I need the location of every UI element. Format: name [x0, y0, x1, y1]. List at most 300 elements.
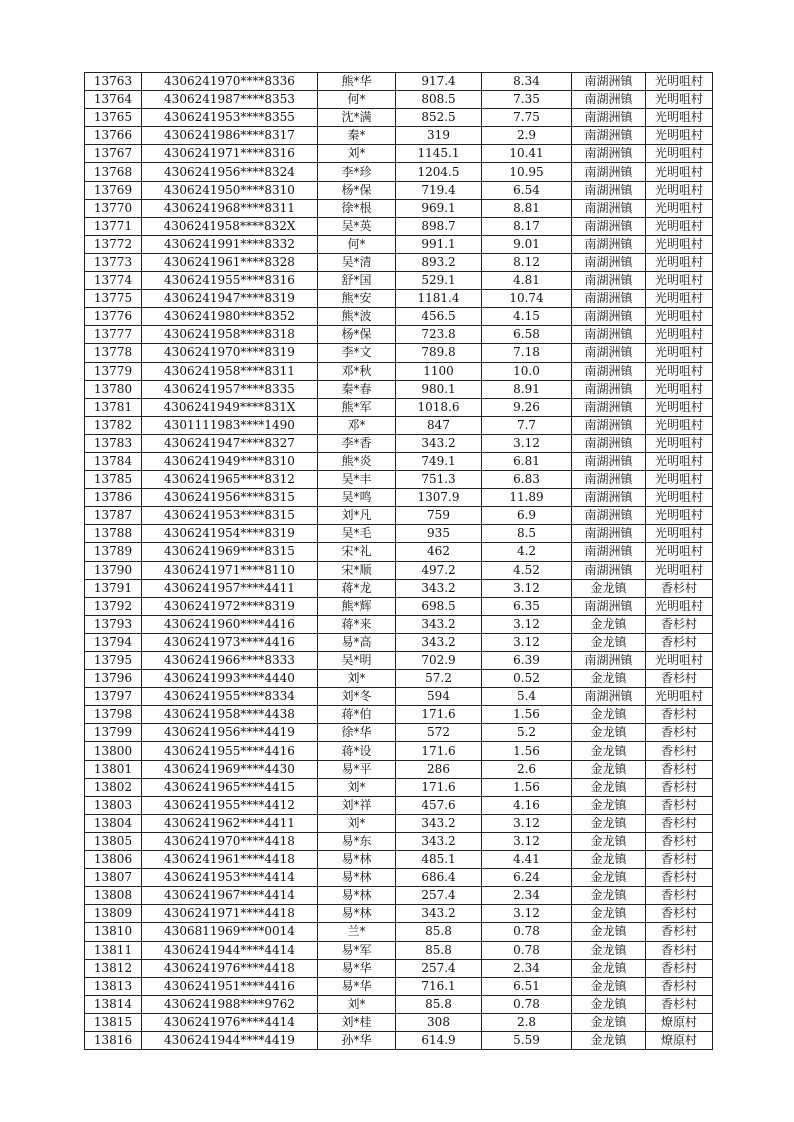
- serial-number-cell: 13809: [85, 905, 142, 923]
- area-cell: 5.59: [482, 1031, 572, 1049]
- id-number-cell: 4306241970****8336: [142, 73, 318, 91]
- name-cell: 易*高: [318, 633, 396, 651]
- id-number-cell: 4306241950****8310: [142, 181, 318, 199]
- name-cell: 蒋*来: [318, 615, 396, 633]
- village-cell: 香杉村: [646, 742, 713, 760]
- amount-cell: 572: [396, 724, 482, 742]
- town-cell: 金龙镇: [572, 923, 646, 941]
- town-cell: 南湖洲镇: [572, 652, 646, 670]
- table-row: [85, 887, 713, 905]
- village-cell: 光明咀村: [646, 73, 713, 91]
- name-cell: 李*香: [318, 434, 396, 452]
- area-cell: 6.51: [482, 977, 572, 995]
- serial-number-cell: 13796: [85, 670, 142, 688]
- area-cell: 9.01: [482, 235, 572, 253]
- name-cell: 吴*明: [318, 652, 396, 670]
- amount-cell: 759: [396, 507, 482, 525]
- serial-number-cell: 13774: [85, 272, 142, 290]
- area-cell: 6.81: [482, 452, 572, 470]
- area-cell: 3.12: [482, 633, 572, 651]
- village-cell: 光明咀村: [646, 543, 713, 561]
- town-cell: 金龙镇: [572, 1013, 646, 1031]
- amount-cell: 343.2: [396, 905, 482, 923]
- id-number-cell: 4306241954****8319: [142, 525, 318, 543]
- amount-cell: 462: [396, 543, 482, 561]
- name-cell: 秦*春: [318, 380, 396, 398]
- table-row: [85, 832, 713, 850]
- table-row: [85, 253, 713, 271]
- amount-cell: 343.2: [396, 633, 482, 651]
- town-cell: 金龙镇: [572, 778, 646, 796]
- amount-cell: 308: [396, 1013, 482, 1031]
- area-cell: 8.12: [482, 253, 572, 271]
- town-cell: 南湖洲镇: [572, 597, 646, 615]
- table-row: [85, 1013, 713, 1031]
- name-cell: 徐*根: [318, 199, 396, 217]
- id-number-cell: 4306241958****832X: [142, 217, 318, 235]
- village-cell: 光明咀村: [646, 507, 713, 525]
- town-cell: 金龙镇: [572, 670, 646, 688]
- town-cell: 金龙镇: [572, 995, 646, 1013]
- area-cell: 8.34: [482, 73, 572, 91]
- serial-number-cell: 13770: [85, 199, 142, 217]
- area-cell: 0.78: [482, 923, 572, 941]
- area-cell: 10.74: [482, 290, 572, 308]
- town-cell: 金龙镇: [572, 977, 646, 995]
- serial-number-cell: 13772: [85, 235, 142, 253]
- amount-cell: 852.5: [396, 109, 482, 127]
- town-cell: 金龙镇: [572, 832, 646, 850]
- area-cell: 2.34: [482, 959, 572, 977]
- id-number-cell: 4306241955****4416: [142, 742, 318, 760]
- name-cell: 杨*保: [318, 326, 396, 344]
- town-cell: 南湖洲镇: [572, 688, 646, 706]
- serial-number-cell: 13766: [85, 127, 142, 145]
- table-row: [85, 398, 713, 416]
- serial-number-cell: 13778: [85, 344, 142, 362]
- table-row: [85, 235, 713, 253]
- village-cell: 光明咀村: [646, 434, 713, 452]
- area-cell: 6.54: [482, 181, 572, 199]
- area-cell: 6.24: [482, 869, 572, 887]
- amount-cell: 286: [396, 760, 482, 778]
- town-cell: 金龙镇: [572, 959, 646, 977]
- amount-cell: 485.1: [396, 851, 482, 869]
- serial-number-cell: 13771: [85, 217, 142, 235]
- serial-number-cell: 13794: [85, 633, 142, 651]
- serial-number-cell: 13768: [85, 163, 142, 181]
- id-number-cell: 4306241993****4440: [142, 670, 318, 688]
- town-cell: 金龙镇: [572, 579, 646, 597]
- village-cell: 香杉村: [646, 814, 713, 832]
- name-cell: 杨*保: [318, 181, 396, 199]
- amount-cell: 343.2: [396, 814, 482, 832]
- id-number-cell: 4306241953****4414: [142, 869, 318, 887]
- village-cell: 香杉村: [646, 977, 713, 995]
- amount-cell: 980.1: [396, 380, 482, 398]
- serial-number-cell: 13788: [85, 525, 142, 543]
- table-row: [85, 706, 713, 724]
- serial-number-cell: 13784: [85, 452, 142, 470]
- table-row: [85, 760, 713, 778]
- table-row: [85, 778, 713, 796]
- id-number-cell: 4306241947****8327: [142, 434, 318, 452]
- amount-cell: 893.2: [396, 253, 482, 271]
- amount-cell: 85.8: [396, 923, 482, 941]
- area-cell: 2.6: [482, 760, 572, 778]
- town-cell: 金龙镇: [572, 941, 646, 959]
- serial-number-cell: 13807: [85, 869, 142, 887]
- id-number-cell: 4306241953****8315: [142, 507, 318, 525]
- table-row: [85, 615, 713, 633]
- area-cell: 6.39: [482, 652, 572, 670]
- table-row: [85, 127, 713, 145]
- id-number-cell: 4306241980****8352: [142, 308, 318, 326]
- village-cell: 光明咀村: [646, 290, 713, 308]
- amount-cell: 847: [396, 416, 482, 434]
- name-cell: 刘*: [318, 670, 396, 688]
- serial-number-cell: 13806: [85, 851, 142, 869]
- amount-cell: 719.4: [396, 181, 482, 199]
- amount-cell: 85.8: [396, 995, 482, 1013]
- table-row: [85, 109, 713, 127]
- area-cell: 7.7: [482, 416, 572, 434]
- table-row: [85, 561, 713, 579]
- village-cell: 香杉村: [646, 633, 713, 651]
- area-cell: 2.34: [482, 887, 572, 905]
- town-cell: 南湖洲镇: [572, 344, 646, 362]
- village-cell: 光明咀村: [646, 652, 713, 670]
- serial-number-cell: 13781: [85, 398, 142, 416]
- village-cell: 香杉村: [646, 869, 713, 887]
- amount-cell: 789.8: [396, 344, 482, 362]
- serial-number-cell: 13769: [85, 181, 142, 199]
- serial-number-cell: 13793: [85, 615, 142, 633]
- area-cell: 4.81: [482, 272, 572, 290]
- id-number-cell: 4306241991****8332: [142, 235, 318, 253]
- town-cell: 南湖洲镇: [572, 362, 646, 380]
- name-cell: 易*林: [318, 869, 396, 887]
- town-cell: 金龙镇: [572, 724, 646, 742]
- table-row: [85, 380, 713, 398]
- amount-cell: 343.2: [396, 434, 482, 452]
- town-cell: 南湖洲镇: [572, 561, 646, 579]
- amount-cell: 1204.5: [396, 163, 482, 181]
- amount-cell: 171.6: [396, 706, 482, 724]
- area-cell: 3.12: [482, 434, 572, 452]
- table-row: [85, 217, 713, 235]
- id-number-cell: 4306241967****4414: [142, 887, 318, 905]
- area-cell: 4.2: [482, 543, 572, 561]
- name-cell: 孙*华: [318, 1031, 396, 1049]
- town-cell: 南湖洲镇: [572, 163, 646, 181]
- area-cell: 0.78: [482, 995, 572, 1013]
- serial-number-cell: 13815: [85, 1013, 142, 1031]
- table-row: [85, 724, 713, 742]
- town-cell: 南湖洲镇: [572, 507, 646, 525]
- area-cell: 7.18: [482, 344, 572, 362]
- area-cell: 9.26: [482, 398, 572, 416]
- id-number-cell: 4306241944****4419: [142, 1031, 318, 1049]
- area-cell: 1.56: [482, 742, 572, 760]
- amount-cell: 808.5: [396, 91, 482, 109]
- area-cell: 1.56: [482, 778, 572, 796]
- town-cell: 南湖洲镇: [572, 308, 646, 326]
- area-cell: 2.8: [482, 1013, 572, 1031]
- town-cell: 南湖洲镇: [572, 217, 646, 235]
- area-cell: 8.5: [482, 525, 572, 543]
- village-cell: 光明咀村: [646, 253, 713, 271]
- area-cell: 8.81: [482, 199, 572, 217]
- id-number-cell: 4306241968****8311: [142, 199, 318, 217]
- town-cell: 南湖洲镇: [572, 91, 646, 109]
- table-row: [85, 959, 713, 977]
- amount-cell: 969.1: [396, 199, 482, 217]
- village-cell: 光明咀村: [646, 235, 713, 253]
- table-row: [85, 272, 713, 290]
- table-row: [85, 814, 713, 832]
- area-cell: 0.52: [482, 670, 572, 688]
- village-cell: 香杉村: [646, 851, 713, 869]
- table-row: [85, 308, 713, 326]
- table-row: [85, 452, 713, 470]
- name-cell: 徐*华: [318, 724, 396, 742]
- village-cell: 香杉村: [646, 923, 713, 941]
- id-number-cell: 4306241971****4418: [142, 905, 318, 923]
- table-row: [85, 670, 713, 688]
- village-cell: 香杉村: [646, 760, 713, 778]
- town-cell: 南湖洲镇: [572, 525, 646, 543]
- village-cell: 香杉村: [646, 706, 713, 724]
- village-cell: 光明咀村: [646, 127, 713, 145]
- amount-cell: 257.4: [396, 959, 482, 977]
- town-cell: 金龙镇: [572, 760, 646, 778]
- table-row: [85, 362, 713, 380]
- name-cell: 吴*丰: [318, 471, 396, 489]
- id-number-cell: 4306241970****8319: [142, 344, 318, 362]
- area-cell: 2.9: [482, 127, 572, 145]
- town-cell: 南湖洲镇: [572, 290, 646, 308]
- area-cell: 6.9: [482, 507, 572, 525]
- village-cell: 光明咀村: [646, 326, 713, 344]
- id-number-cell: 4306241969****8315: [142, 543, 318, 561]
- town-cell: 南湖洲镇: [572, 181, 646, 199]
- id-number-cell: 4306241955****4412: [142, 796, 318, 814]
- serial-number-cell: 13786: [85, 489, 142, 507]
- amount-cell: 1145.1: [396, 145, 482, 163]
- id-number-cell: 4306811969****0014: [142, 923, 318, 941]
- amount-cell: 85.8: [396, 941, 482, 959]
- amount-cell: 57.2: [396, 670, 482, 688]
- id-number-cell: 4306241956****4419: [142, 724, 318, 742]
- serial-number-cell: 13775: [85, 290, 142, 308]
- amount-cell: 343.2: [396, 579, 482, 597]
- area-cell: 10.41: [482, 145, 572, 163]
- name-cell: 易*林: [318, 851, 396, 869]
- serial-number-cell: 13808: [85, 887, 142, 905]
- serial-number-cell: 13783: [85, 434, 142, 452]
- village-cell: 香杉村: [646, 615, 713, 633]
- amount-cell: 1181.4: [396, 290, 482, 308]
- village-cell: 光明咀村: [646, 109, 713, 127]
- name-cell: 蒋*设: [318, 742, 396, 760]
- area-cell: 4.52: [482, 561, 572, 579]
- amount-cell: 1100: [396, 362, 482, 380]
- table-row: [85, 688, 713, 706]
- serial-number-cell: 13790: [85, 561, 142, 579]
- table-row: [85, 525, 713, 543]
- name-cell: 李*珍: [318, 163, 396, 181]
- serial-number-cell: 13798: [85, 706, 142, 724]
- village-cell: 光明咀村: [646, 163, 713, 181]
- village-cell: 香杉村: [646, 796, 713, 814]
- village-cell: 光明咀村: [646, 398, 713, 416]
- table-row: [85, 199, 713, 217]
- village-cell: 光明咀村: [646, 471, 713, 489]
- serial-number-cell: 13799: [85, 724, 142, 742]
- serial-number-cell: 13805: [85, 832, 142, 850]
- amount-cell: 529.1: [396, 272, 482, 290]
- table-row: [85, 796, 713, 814]
- village-cell: 光明咀村: [646, 525, 713, 543]
- table-row: [85, 290, 713, 308]
- area-cell: 3.12: [482, 579, 572, 597]
- amount-cell: 457.6: [396, 796, 482, 814]
- id-number-cell: 4306241988****9762: [142, 995, 318, 1013]
- amount-cell: 456.5: [396, 308, 482, 326]
- name-cell: 沈*满: [318, 109, 396, 127]
- id-number-cell: 4306241970****4418: [142, 832, 318, 850]
- table-row: [85, 923, 713, 941]
- serial-number-cell: 13816: [85, 1031, 142, 1049]
- village-cell: 光明咀村: [646, 416, 713, 434]
- village-cell: 光明咀村: [646, 380, 713, 398]
- area-cell: 3.12: [482, 615, 572, 633]
- id-number-cell: 4306241971****8316: [142, 145, 318, 163]
- village-cell: 燎原村: [646, 1013, 713, 1031]
- name-cell: 刘*桂: [318, 1013, 396, 1031]
- table-row: [85, 941, 713, 959]
- amount-cell: 991.1: [396, 235, 482, 253]
- id-number-cell: 4306241949****8310: [142, 452, 318, 470]
- id-number-cell: 4306241976****4418: [142, 959, 318, 977]
- name-cell: 刘*: [318, 814, 396, 832]
- serial-number-cell: 13765: [85, 109, 142, 127]
- table-row: [85, 579, 713, 597]
- name-cell: 易*林: [318, 887, 396, 905]
- amount-cell: 594: [396, 688, 482, 706]
- name-cell: 兰*: [318, 923, 396, 941]
- village-cell: 光明咀村: [646, 561, 713, 579]
- name-cell: 刘*凡: [318, 507, 396, 525]
- records-table: [84, 72, 713, 1050]
- serial-number-cell: 13763: [85, 73, 142, 91]
- id-number-cell: 4306241987****8353: [142, 91, 318, 109]
- name-cell: 刘*祥: [318, 796, 396, 814]
- village-cell: 香杉村: [646, 670, 713, 688]
- id-number-cell: 4306241958****4438: [142, 706, 318, 724]
- name-cell: 熊*军: [318, 398, 396, 416]
- area-cell: 8.17: [482, 217, 572, 235]
- table-row: [85, 869, 713, 887]
- village-cell: 光明咀村: [646, 688, 713, 706]
- serial-number-cell: 13795: [85, 652, 142, 670]
- area-cell: 5.2: [482, 724, 572, 742]
- town-cell: 南湖洲镇: [572, 471, 646, 489]
- village-cell: 光明咀村: [646, 199, 713, 217]
- serial-number-cell: 13773: [85, 253, 142, 271]
- town-cell: 金龙镇: [572, 796, 646, 814]
- town-cell: 金龙镇: [572, 1031, 646, 1049]
- village-cell: 光明咀村: [646, 272, 713, 290]
- town-cell: 南湖洲镇: [572, 489, 646, 507]
- id-number-cell: 4306241976****4414: [142, 1013, 318, 1031]
- table-row: [85, 489, 713, 507]
- table-row: [85, 163, 713, 181]
- town-cell: 南湖洲镇: [572, 326, 646, 344]
- area-cell: 4.15: [482, 308, 572, 326]
- village-cell: 香杉村: [646, 724, 713, 742]
- serial-number-cell: 13787: [85, 507, 142, 525]
- table-row: [85, 507, 713, 525]
- village-cell: 香杉村: [646, 905, 713, 923]
- id-number-cell: 4306241958****8318: [142, 326, 318, 344]
- town-cell: 南湖洲镇: [572, 272, 646, 290]
- town-cell: 南湖洲镇: [572, 380, 646, 398]
- serial-number-cell: 13792: [85, 597, 142, 615]
- serial-number-cell: 13767: [85, 145, 142, 163]
- amount-cell: 171.6: [396, 742, 482, 760]
- amount-cell: 702.9: [396, 652, 482, 670]
- id-number-cell: 4306241956****8324: [142, 163, 318, 181]
- town-cell: 金龙镇: [572, 869, 646, 887]
- name-cell: 秦*: [318, 127, 396, 145]
- name-cell: 易*林: [318, 905, 396, 923]
- id-number-cell: 4306241956****8315: [142, 489, 318, 507]
- serial-number-cell: 13791: [85, 579, 142, 597]
- table-row: [85, 995, 713, 1013]
- town-cell: 金龙镇: [572, 814, 646, 832]
- town-cell: 南湖洲镇: [572, 73, 646, 91]
- id-number-cell: 4306241958****8311: [142, 362, 318, 380]
- serial-number-cell: 13813: [85, 977, 142, 995]
- id-number-cell: 4306241947****8319: [142, 290, 318, 308]
- name-cell: 熊*安: [318, 290, 396, 308]
- name-cell: 易*东: [318, 832, 396, 850]
- name-cell: 熊*辉: [318, 597, 396, 615]
- name-cell: 刘*: [318, 995, 396, 1013]
- id-number-cell: 4306241961****8328: [142, 253, 318, 271]
- name-cell: 刘*: [318, 145, 396, 163]
- amount-cell: 749.1: [396, 452, 482, 470]
- area-cell: 5.4: [482, 688, 572, 706]
- name-cell: 易*军: [318, 941, 396, 959]
- serial-number-cell: 13803: [85, 796, 142, 814]
- area-cell: 6.83: [482, 471, 572, 489]
- id-number-cell: 4306241986****8317: [142, 127, 318, 145]
- id-number-cell: 4306241957****4411: [142, 579, 318, 597]
- town-cell: 南湖洲镇: [572, 145, 646, 163]
- town-cell: 南湖洲镇: [572, 199, 646, 217]
- amount-cell: 898.7: [396, 217, 482, 235]
- area-cell: 6.35: [482, 597, 572, 615]
- serial-number-cell: 13779: [85, 362, 142, 380]
- village-cell: 光明咀村: [646, 489, 713, 507]
- area-cell: 4.41: [482, 851, 572, 869]
- name-cell: 熊*炎: [318, 452, 396, 470]
- town-cell: 金龙镇: [572, 706, 646, 724]
- serial-number-cell: 13812: [85, 959, 142, 977]
